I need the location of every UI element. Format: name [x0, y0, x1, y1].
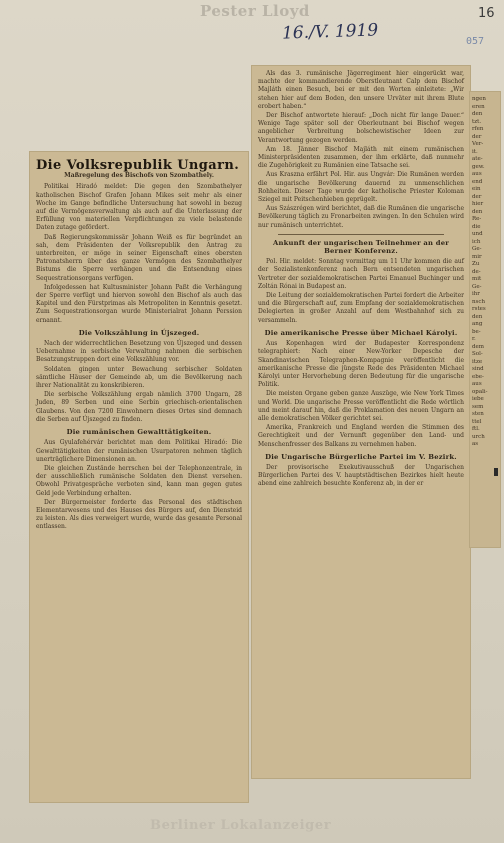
- paragraph: Die gleichen Zustände herrschen bei der Telephonzentrale, in der ausschließlich rumänische Soldaten den Dienst versehen. Obwohl Privatgespräche verboten sind, kann man gegen gutes Geld jede Verbindung erhalten.: [36, 464, 242, 497]
- edge-line: der: [472, 133, 482, 140]
- paragraph: Am 18. Jänner Bischof Majláth mit einem rumänischen Ministerpräsidenten zusammen, der ihm erklärte, daß nunmehr die Zugehörigkeit zu Rumänien eine Tatsache sei.: [258, 145, 464, 170]
- edge-line: itze: [472, 358, 483, 365]
- paragraph: Die meisten Organe geben ganze Auszüge, wie New York Times und World. Die ungarische Presse veröffentlicht die Rede wörtlich und meint darauf hin, daß die Proklamation des neuen Ungarn an alle demokratischen Völker gerichtet sei.: [258, 390, 464, 422]
- edge-line: Ge-: [472, 246, 482, 252]
- edge-line: r.: [472, 336, 476, 342]
- edge-line: ein: [472, 186, 481, 192]
- edge-line: tzt.: [472, 118, 482, 125]
- clipping-right-column: [252, 66, 470, 778]
- paragraph: Der Bischof antwortete hierauf: „Doch nicht für lange Dauer.“ Wenige Tage später soll der Oberleutnant bei Bischof wegen angeblicher Verbreitung bolschewistischer Ideen zur Verantwortung gezogen werden.: [258, 112, 464, 144]
- edge-line: aus: [472, 171, 482, 177]
- edge-line: der: [472, 193, 482, 200]
- paragraph: Der Bürgermeister forderte das Personal des städtischen Elementarwesens und des Hauses des Bürgers auf, den Diensteid zu leisten. Als dies verweigert wurde, wurde das gesamte Personal entlassen.: [36, 498, 242, 531]
- section-heading: Die amerikanische Presse über Michael Károlyi.: [264, 328, 458, 337]
- paragraph: Soldaten gingen unter Bewachung serbischer Soldaten sämtliche Häuser der Gemeinde ab, um die Bevölkerung nach ihrer Nationalität zu konskribieren.: [36, 365, 242, 390]
- edge-line: mit: [472, 276, 482, 282]
- edge-line: ngen: [472, 96, 486, 102]
- newspaper-stamp-top: Pester Lloyd: [200, 2, 310, 20]
- edge-line: Zu: [472, 261, 480, 267]
- paragraph: Politikai Hiradó meldet: Die gegen den Szombathelyer katholischen Bischof Grafen Johann Mikes seit mehr als einer Woche im Gange befindliche Untersuchung hat sowohl in bezug auf die Vermögensverwaltung als auch auf die Unterlassung der Erfüllung von materiellen Verpflichtungen zu viele belastende Daten zutage gefördert.: [36, 183, 242, 232]
- edge-line: ich: [472, 238, 481, 245]
- clipping-edge-fragment: [470, 92, 500, 547]
- edge-line: den: [472, 208, 483, 215]
- edge-line: rfen: [472, 126, 484, 132]
- paragraph: Aus Kopenhagen wird der Budapester Korrespondenz telegraphiert: Nach einer New-Yorker Depesche der Skandinavischen Telegraphen-Kompagnie veröffentlicht die amerikanische Presse die jüngste Rede des Präsidenten Michael Károlyi unter Hervorhebung deren Bedeutung für die ungarische Politik.: [258, 340, 464, 389]
- divider: [278, 234, 444, 235]
- newspaper-stamp-bottom: Berliner Lokalanzeiger: [150, 818, 332, 833]
- paragraph: Aus Kraszna erfährt Pol. Hir. aus Ungvár: Die Rumänen werden die ungarische Bevölkerung dauernd zu unmenschlichen Rohheiten. Dieser Tage wurde der katholische Priester Koloman Sziegel mit Peitschenhieben geprügelt.: [258, 171, 464, 204]
- article-subtitle: Maßregelung des Bischofs von Szombathely.: [64, 172, 214, 180]
- edge-line: Sol-: [472, 351, 483, 357]
- article-title: Die Volksrepublik Ungarn.: [36, 158, 240, 173]
- paragraph: Die Leitung der sozialdemokratischen Partei fordert die Arbeiter und die Bürgerschaft auf, zum Empfang der sozialdemokratischen Delegierten in großer Anzahl auf dem Westbahnhof sich zu versammeln.: [258, 292, 464, 324]
- paragraph: Pol. Hir. meldet: Sonntag vormittag um 11 Uhr kommen die auf der Sozialistenkonferenz nach Bern entsendeten ungarischen Vertreter der sozialdemokratischen Partei Emanuel Buchinger und Zoltán Rónai in Budapest an.: [258, 258, 464, 290]
- edge-line: urch: [472, 433, 485, 440]
- paragraph: Die serbische Volkszählung ergab nämlich 3700 Ungarn, 28 Juden, 89 Serben und eine Serbin griechisch-orientalischen Glaubens. Von den 7200 Einwohnern dieses Ortes sind demnach die Serben auf Újszeged zu finden.: [36, 391, 242, 423]
- edge-line: sten: [472, 411, 484, 417]
- edge-line: ttel: [472, 418, 482, 425]
- edge-line: eren: [472, 103, 485, 110]
- edge-line: end: [472, 178, 483, 185]
- page-number: 16: [478, 6, 495, 21]
- edge-line: rstes: [472, 306, 486, 312]
- edge-line: mir: [472, 253, 482, 260]
- edge-line: aus: [472, 381, 482, 387]
- section-heading: Ankunft der ungarischen Teilnehmer an der Berner Konferenz.: [272, 238, 449, 256]
- edge-line: Ge-: [472, 283, 482, 290]
- edge-line: die: [472, 223, 481, 230]
- edge-line: und: [472, 231, 483, 237]
- edge-line: nsch: [472, 298, 485, 305]
- edge-line: iebe: [472, 396, 484, 402]
- paragraph: Der provisorische Exekutivausschuß der Ungarischen Bürgerlichen Partei des V. hauptstädtischen Bezirkes hielt heute abend eine zahlreich besuchte Konferenz ab, in der er: [258, 463, 464, 488]
- edge-line: de-: [472, 268, 481, 275]
- paragraph: Amerika, Frankreich und England werden die Stimmen des Gerechtigkeit und der Vernunft gegenüber den Land- und Menschenfresser des Balkans zu vernehmen haben.: [258, 424, 464, 448]
- paragraph: Aus Gyulafehérvár berichtet man dem Politikai Hiradó: Die Gewalttätigkeiten der rumänischen Usurpatoren nehmen täglich unerträglichere Dimensionen an.: [36, 439, 242, 463]
- edge-line: ang: [472, 321, 483, 327]
- edge-line: ate-: [472, 156, 483, 162]
- section-heading: Die Volkszählung in Újszeged.: [78, 328, 200, 337]
- ink-mark: [494, 468, 498, 476]
- edge-line: sind: [472, 366, 484, 372]
- edge-line: as: [472, 441, 479, 447]
- archive-number: 057: [466, 36, 485, 47]
- paragraph: Nach der widerrechtlichen Besetzung von Újszeged und dessen Uebernahme in serbische Verwaltung nahmen die serbischen Besatzungstruppen dort eine Volkszählung vor.: [36, 340, 242, 364]
- handwritten-date: 16./V. 1919: [281, 20, 379, 44]
- paragraph: Aus Szászrégen wird berichtet, daß die Rumänen die ungarische Bevölkerung täglich zu Fronarbeiten zwingen. In den Schulen wird nur rumänisch unterrichtet.: [258, 205, 464, 229]
- edge-line: ihr: [472, 291, 480, 297]
- edge-line: Ver-: [472, 141, 484, 147]
- edge-line: Re-: [472, 216, 482, 222]
- edge-line: ftl.: [472, 426, 480, 432]
- edge-line: sem: [472, 403, 484, 410]
- edge-line: den: [472, 111, 483, 117]
- edge-line: hier: [472, 201, 484, 207]
- edge-line: opali-: [472, 388, 488, 395]
- paragraph: Infolgedessen hat Kultusminister Johann Paßt die Verhängung der Sperre verfügt und hiervon sowohl den Bischof als auch das Kapitel und den Fürstprimas als Metropoliten in Kenntnis gesetzt. Zum Sequestrationsorgan wurde Ministerialrat Johann Perssion ernannt.: [36, 283, 242, 324]
- edge-line: it.: [472, 148, 478, 155]
- edge-line: dem: [472, 343, 484, 350]
- section-heading: Die rumänischen Gewalttätigkeiten.: [66, 428, 212, 437]
- edge-line: ebe-: [472, 373, 484, 380]
- edge-line: gew.: [472, 163, 485, 170]
- edge-line: den: [472, 313, 483, 320]
- edge-text-lines: [470, 92, 500, 453]
- section-heading: Die Ungarische Bürgerliche Partei im V. Bezirk.: [265, 452, 457, 461]
- paragraph: Als das 3. rumänische Jägerregiment hier eingerückt war, machte der kommandierende Oberstleutnant Calp dem Bischof Majláth einen Besuch, bei er mit den Worten einleitete: „Wir stehen hier auf dem Boden, den unsere Urväter mit ihrem Blute erobert haben.“: [258, 70, 464, 110]
- edge-line: be-: [472, 328, 481, 335]
- paragraph: Daß Regierungskommissär Johann Weiß es für begründet an sah, dem Präsidenten der Volksrepublik den Antrag zu unterbreiten, er möge in seiner Eigenschaft eines obersten Patronatsherrn über das ganze Vermögen des Szombathelyer Bistums die Sperre verhängen und die Entsendung eines Sequestrationsorgans verfügen.: [36, 233, 242, 282]
- clipping-left-column: [30, 152, 248, 802]
